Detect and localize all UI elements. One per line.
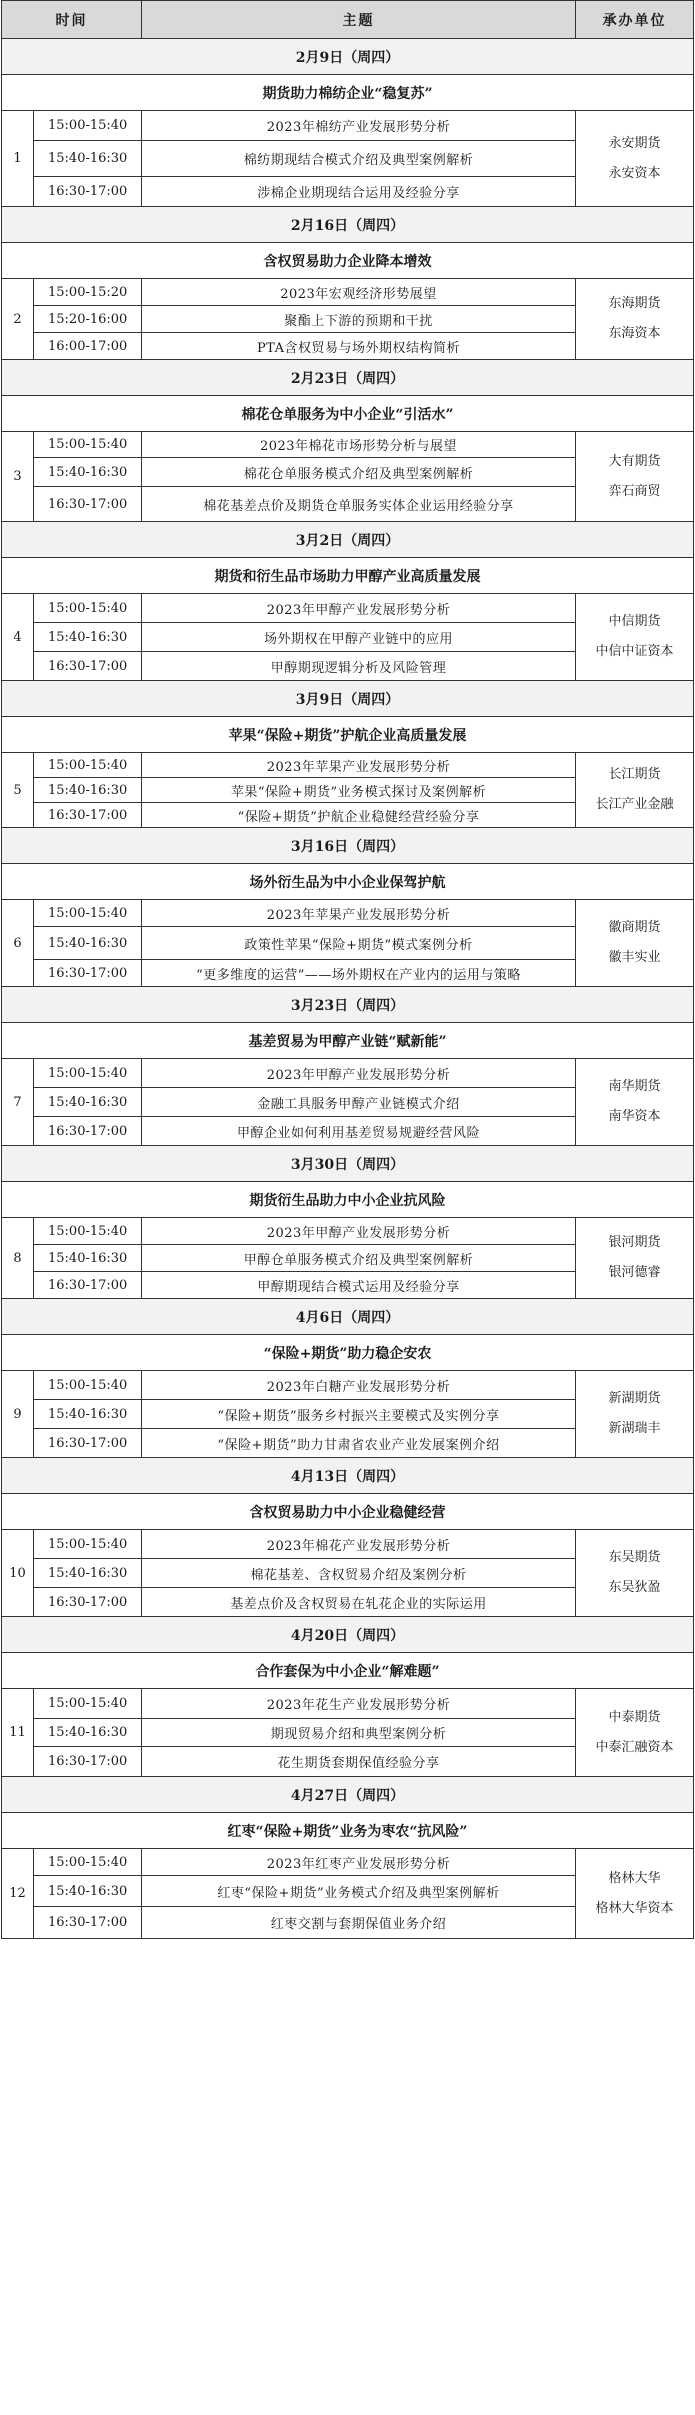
event-theme: 苹果“保险+期货”护航企业高质量发展 xyxy=(2,717,694,753)
session-row xyxy=(2,594,694,623)
session-topic: 金融工具服务甲醇产业链模式介绍 xyxy=(142,1088,576,1117)
session-row xyxy=(2,279,694,306)
session-topic: 甲醇企业如何利用基差贸易规避经营风险 xyxy=(142,1117,576,1146)
session-time: 15:20-16:00 xyxy=(34,306,142,333)
theme-row xyxy=(2,558,694,594)
session-topic: 甲醇仓单服务模式介绍及典型案例解析 xyxy=(142,1245,576,1272)
session-topic: 政策性苹果“保险+期货”模式案例分析 xyxy=(142,927,576,960)
session-time: 15:00-15:40 xyxy=(34,432,142,458)
event-date: 4月27日（周四） xyxy=(2,1777,694,1813)
session-topic: 2023年宏观经济形势展望 xyxy=(142,279,576,306)
organizer-name: 永安期货 xyxy=(608,135,661,151)
session-time: 16:30-17:00 xyxy=(34,1747,142,1777)
organizer-name: 永安资本 xyxy=(608,165,661,181)
event-theme: 棉花仓单服务为中小企业“引活水” xyxy=(2,396,694,432)
session-time: 15:40-16:30 xyxy=(34,1559,142,1588)
event-date: 4月20日（周四） xyxy=(2,1617,694,1653)
organizer-cell xyxy=(576,1530,694,1617)
session-time: 15:00-15:20 xyxy=(34,279,142,306)
organizer-cell xyxy=(576,432,694,522)
organizer-name: 南华期货 xyxy=(608,1079,661,1094)
event-date: 3月30日（周四） xyxy=(2,1146,694,1182)
event-index: 10 xyxy=(2,1530,34,1617)
session-topic: 2023年棉花产业发展形势分析 xyxy=(142,1530,576,1559)
event-index: 3 xyxy=(2,432,34,522)
event-index: 1 xyxy=(2,111,34,207)
organizer-cell xyxy=(576,1059,694,1146)
event-index: 6 xyxy=(2,900,34,987)
session-time: 15:40-16:30 xyxy=(34,1088,142,1117)
event-index: 5 xyxy=(2,753,34,828)
event-index: 2 xyxy=(2,279,34,360)
event-date: 3月16日（周四） xyxy=(2,828,694,864)
session-row xyxy=(2,900,694,927)
session-topic: 棉花仓单服务模式介绍及典型案例解析 xyxy=(142,458,576,487)
organizer-name: 东吴狄盈 xyxy=(608,1580,661,1595)
session-time: 15:00-15:40 xyxy=(34,900,142,927)
session-time: 16:30-17:00 xyxy=(34,1907,142,1939)
theme-row xyxy=(2,1335,694,1371)
session-time: 16:00-17:00 xyxy=(34,333,142,360)
session-topic: 2023年苹果产业发展形势分析 xyxy=(142,753,576,778)
session-time: 15:40-16:30 xyxy=(34,1876,142,1907)
organizer-name: 弈石商贸 xyxy=(608,483,661,499)
session-topic: 基差点价及含权贸易在轧花企业的实际运用 xyxy=(142,1588,576,1617)
event-theme: 场外衍生品为中小企业保驾护航 xyxy=(2,864,694,900)
session-time: 15:40-16:30 xyxy=(34,141,142,177)
session-row xyxy=(2,753,694,778)
session-topic: 红枣交割与套期保值业务介绍 xyxy=(142,1907,576,1939)
session-time: 15:00-15:40 xyxy=(34,753,142,778)
organizer-name: 东海资本 xyxy=(608,326,661,341)
event-theme: 期货衍生品助力中小企业抗风险 xyxy=(2,1182,694,1218)
theme-row xyxy=(2,1494,694,1530)
session-topic: 2023年甲醇产业发展形势分析 xyxy=(142,594,576,623)
organizer-cell xyxy=(576,594,694,681)
session-time: 16:30-17:00 xyxy=(34,1429,142,1458)
organizer-cell xyxy=(576,1849,694,1939)
session-topic: 棉纺期现结合模式介绍及典型案例解析 xyxy=(142,141,576,177)
event-index: 9 xyxy=(2,1371,34,1458)
event-theme: 期货助力棉纺企业“稳复苏” xyxy=(2,75,694,111)
header-org: 承办单位 xyxy=(576,1,694,39)
organizer-name: 新湖期货 xyxy=(608,1391,661,1406)
session-time: 15:40-16:30 xyxy=(34,1245,142,1272)
session-time: 15:00-15:40 xyxy=(34,1689,142,1719)
session-topic: 甲醇期现逻辑分析及风险管理 xyxy=(142,652,576,681)
session-time: 16:30-17:00 xyxy=(34,1117,142,1146)
date-row xyxy=(2,681,694,717)
schedule-table xyxy=(1,0,694,1939)
session-topic: 场外期权在甲醇产业链中的应用 xyxy=(142,623,576,652)
date-row xyxy=(2,360,694,396)
session-topic: 2023年棉花市场形势分析与展望 xyxy=(142,432,576,458)
organizer-name: 东吴期货 xyxy=(608,1550,661,1565)
session-time: 15:00-15:40 xyxy=(34,1059,142,1088)
session-time: 16:30-17:00 xyxy=(34,1272,142,1299)
event-theme: “保险+期货”助力稳企安农 xyxy=(2,1335,694,1371)
session-topic: 棉花基差、含权贸易介绍及案例分析 xyxy=(142,1559,576,1588)
session-topic: 苹果“保险+期货”业务模式探讨及案例解析 xyxy=(142,778,576,803)
organizer-name: 格林大华 xyxy=(608,1870,661,1886)
event-date: 2月16日（周四） xyxy=(2,207,694,243)
session-topic: PTA含权贸易与场外期权结构简析 xyxy=(142,333,576,360)
session-row xyxy=(2,1689,694,1719)
date-row xyxy=(2,987,694,1023)
event-date: 3月9日（周四） xyxy=(2,681,694,717)
session-topic: “保险+期货”助力甘肃省农业产业发展案例介绍 xyxy=(142,1429,576,1458)
session-row xyxy=(2,1218,694,1245)
session-topic: “保险+期货”护航企业稳健经营经验分享 xyxy=(142,803,576,828)
session-row xyxy=(2,1371,694,1400)
session-topic: 花生期货套期保值经验分享 xyxy=(142,1747,576,1777)
organizer-name: 格林大华资本 xyxy=(595,1900,674,1916)
date-row xyxy=(2,1458,694,1494)
organizer-name: 中泰汇融资本 xyxy=(595,1739,674,1755)
theme-row xyxy=(2,1182,694,1218)
date-row xyxy=(2,1617,694,1653)
session-topic: 2023年花生产业发展形势分析 xyxy=(142,1689,576,1719)
session-topic: 2023年甲醇产业发展形势分析 xyxy=(142,1059,576,1088)
theme-row xyxy=(2,1023,694,1059)
session-time: 15:00-15:40 xyxy=(34,111,142,141)
session-topic: 2023年苹果产业发展形势分析 xyxy=(142,900,576,927)
session-topic: 聚酯上下游的预期和干扰 xyxy=(142,306,576,333)
session-topic: 棉花基差点价及期货仓单服务实体企业运用经验分享 xyxy=(142,487,576,522)
event-date: 2月23日（周四） xyxy=(2,360,694,396)
organizer-name: 银河期货 xyxy=(608,1235,661,1250)
theme-row xyxy=(2,75,694,111)
session-time: 15:00-15:40 xyxy=(34,1218,142,1245)
session-row xyxy=(2,1530,694,1559)
session-topic: 2023年红枣产业发展形势分析 xyxy=(142,1849,576,1876)
event-theme: 含权贸易助力企业降本增效 xyxy=(2,243,694,279)
header-time: 时间 xyxy=(2,1,142,39)
event-date: 2月9日（周四） xyxy=(2,39,694,75)
session-time: 16:30-17:00 xyxy=(34,487,142,522)
session-topic: 2023年棉纺产业发展形势分析 xyxy=(142,111,576,141)
organizer-name: 长江期货 xyxy=(608,767,661,782)
organizer-name: 中信期货 xyxy=(608,614,661,629)
theme-row xyxy=(2,1813,694,1849)
session-time: 15:00-15:40 xyxy=(34,1371,142,1400)
session-topic: 2023年白糖产业发展形势分析 xyxy=(142,1371,576,1400)
date-row xyxy=(2,39,694,75)
event-index: 12 xyxy=(2,1849,34,1939)
session-time: 15:40-16:30 xyxy=(34,458,142,487)
session-time: 15:40-16:30 xyxy=(34,927,142,960)
session-topic: 涉棉企业期现结合运用及经验分享 xyxy=(142,177,576,207)
event-index: 11 xyxy=(2,1689,34,1777)
organizer-name: 南华资本 xyxy=(608,1109,661,1124)
session-time: 16:30-17:00 xyxy=(34,177,142,207)
date-row xyxy=(2,1146,694,1182)
session-time: 16:30-17:00 xyxy=(34,652,142,681)
header-topic: 主题 xyxy=(142,1,576,39)
session-time: 15:00-15:40 xyxy=(34,594,142,623)
organizer-cell xyxy=(576,1218,694,1299)
organizer-name: 中泰期货 xyxy=(608,1709,661,1725)
session-topic: 甲醇期现结合模式运用及经验分享 xyxy=(142,1272,576,1299)
session-time: 15:40-16:30 xyxy=(34,623,142,652)
session-row xyxy=(2,1849,694,1876)
date-row xyxy=(2,522,694,558)
session-topic: “更多维度的运营”——场外期权在产业内的运用与策略 xyxy=(142,960,576,987)
session-time: 15:00-15:40 xyxy=(34,1849,142,1876)
event-theme: 期货和衍生品市场助力甲醇产业高质量发展 xyxy=(2,558,694,594)
organizer-name: 银河德睿 xyxy=(608,1265,661,1280)
session-time: 15:40-16:30 xyxy=(34,778,142,803)
theme-row xyxy=(2,243,694,279)
date-row xyxy=(2,1777,694,1813)
event-index: 7 xyxy=(2,1059,34,1146)
session-topic: 红枣“保险+期货”业务模式介绍及典型案例解析 xyxy=(142,1876,576,1907)
session-time: 15:40-16:30 xyxy=(34,1719,142,1747)
session-topic: “保险+期货”服务乡村振兴主要模式及实例分享 xyxy=(142,1400,576,1429)
event-index: 8 xyxy=(2,1218,34,1299)
organizer-name: 东海期货 xyxy=(608,296,661,311)
session-time: 16:30-17:00 xyxy=(34,960,142,987)
header-row xyxy=(2,1,694,39)
event-theme: 合作套保为中小企业“解难题” xyxy=(2,1653,694,1689)
organizer-cell xyxy=(576,1689,694,1777)
organizer-cell xyxy=(576,111,694,207)
session-time: 15:00-15:40 xyxy=(34,1530,142,1559)
date-row xyxy=(2,1299,694,1335)
date-row xyxy=(2,207,694,243)
schedule-body xyxy=(2,39,694,1939)
session-row xyxy=(2,1059,694,1088)
theme-row xyxy=(2,864,694,900)
session-time: 16:30-17:00 xyxy=(34,803,142,828)
theme-row xyxy=(2,396,694,432)
event-index: 4 xyxy=(2,594,34,681)
organizer-cell xyxy=(576,279,694,360)
organizer-name: 中信中证资本 xyxy=(595,644,674,659)
theme-row xyxy=(2,717,694,753)
event-date: 3月23日（周四） xyxy=(2,987,694,1023)
session-time: 16:30-17:00 xyxy=(34,1588,142,1617)
event-theme: 基差贸易为甲醇产业链“赋新能” xyxy=(2,1023,694,1059)
event-theme: 含权贸易助力中小企业稳健经营 xyxy=(2,1494,694,1530)
organizer-name: 新湖瑞丰 xyxy=(608,1421,661,1436)
session-topic: 2023年甲醇产业发展形势分析 xyxy=(142,1218,576,1245)
organizer-name: 长江产业金融 xyxy=(595,797,674,812)
organizer-name: 徽商期货 xyxy=(608,920,661,935)
session-row xyxy=(2,111,694,141)
event-date: 4月13日（周四） xyxy=(2,1458,694,1494)
event-date: 4月6日（周四） xyxy=(2,1299,694,1335)
organizer-name: 大有期货 xyxy=(608,453,661,469)
date-row xyxy=(2,828,694,864)
organizer-name: 徽丰实业 xyxy=(608,950,661,965)
event-date: 3月2日（周四） xyxy=(2,522,694,558)
organizer-cell xyxy=(576,753,694,828)
session-time: 15:40-16:30 xyxy=(34,1400,142,1429)
event-theme: 红枣“保险+期货”业务为枣农“抗风险” xyxy=(2,1813,694,1849)
organizer-cell xyxy=(576,900,694,987)
organizer-cell xyxy=(576,1371,694,1458)
session-row xyxy=(2,432,694,458)
session-topic: 期现贸易介绍和典型案例分析 xyxy=(142,1719,576,1747)
theme-row xyxy=(2,1653,694,1689)
